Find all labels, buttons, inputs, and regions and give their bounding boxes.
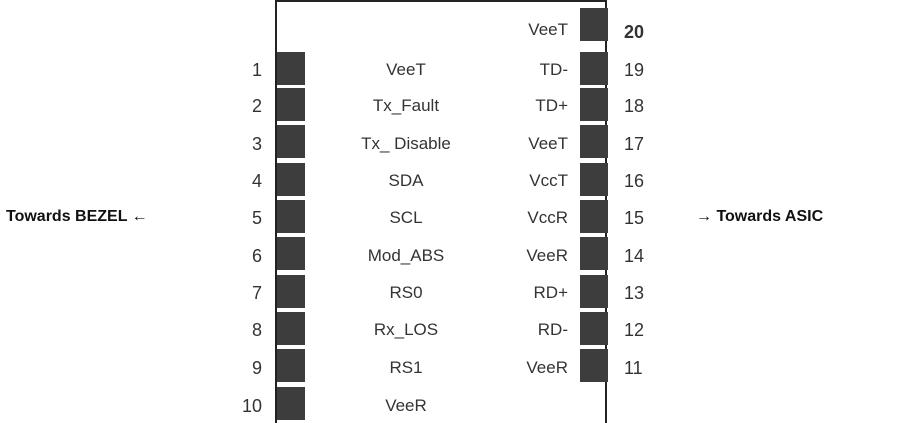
pin-number-9: 9	[251, 358, 262, 378]
pin-pad-6	[277, 237, 305, 270]
pin-signal-1: VeeT	[386, 60, 426, 79]
pin-number-6: 6	[251, 246, 262, 266]
pin-number-18: 18	[624, 96, 645, 116]
pin-pad-17	[580, 125, 608, 158]
pin-number-14: 14	[624, 246, 645, 266]
pin-pad-2	[277, 88, 305, 121]
pin-pad-10	[277, 387, 305, 420]
pin-pad-7	[277, 275, 305, 308]
pin-pad-8	[277, 312, 305, 345]
pin-signal-3: Tx_ Disable	[361, 134, 451, 153]
pin-number-19: 19	[624, 60, 645, 80]
pin-pad-11	[580, 349, 608, 382]
pin-signal-14: VeeR	[526, 246, 568, 265]
pin-number-17: 17	[624, 134, 645, 154]
pin-pad-12	[580, 312, 608, 345]
pin-pad-13	[580, 275, 608, 308]
pin-signal-4: SDA	[388, 171, 424, 190]
pin-pad-16	[580, 163, 608, 196]
pin-signal-2: Tx_Fault	[372, 96, 440, 115]
pin-number-2: 2	[251, 96, 262, 116]
pin-number-1: 1	[251, 60, 262, 80]
pin-signal-19: TD-	[539, 60, 568, 79]
pin-number-15: 15	[624, 208, 645, 228]
pin-signal-17: VeeT	[528, 134, 568, 153]
pin-number-20: 20	[624, 22, 645, 42]
pin-number-4: 4	[251, 171, 262, 191]
pin-signal-6: Mod_ABS	[367, 246, 445, 265]
pin-number-11: 11	[624, 358, 643, 378]
pin-signal-15: VccR	[527, 208, 568, 227]
pin-signal-11: VeeR	[526, 358, 568, 377]
pin-number-13: 13	[624, 283, 645, 303]
pin-pad-14	[580, 237, 608, 270]
pin-pad-20	[580, 8, 608, 41]
pin-pad-9	[277, 349, 305, 382]
pin-pad-18	[580, 88, 608, 121]
pin-number-5: 5	[251, 208, 262, 228]
pin-pad-15	[580, 200, 608, 233]
pin-pad-4	[277, 163, 305, 196]
pin-signal-13: RD+	[533, 283, 568, 302]
pin-pad-3	[277, 125, 305, 158]
pin-pad-19	[580, 52, 608, 85]
pin-signal-18: TD+	[535, 96, 568, 115]
pin-signal-9: RS1	[389, 358, 423, 377]
pin-signal-10: VeeR	[385, 396, 427, 415]
pin-number-16: 16	[624, 171, 645, 191]
pin-signal-8: Rx_LOS	[373, 320, 439, 339]
pin-signal-7: RS0	[389, 283, 423, 302]
towards-asic-label: → Towards ASIC	[696, 208, 824, 225]
pin-number-3: 3	[251, 134, 262, 154]
pin-number-10: 10	[241, 396, 262, 416]
towards-bezel-label: Towards BEZEL ←	[6, 208, 148, 225]
pin-signal-12: RD-	[537, 320, 568, 339]
pin-signal-16: VccT	[529, 171, 568, 190]
pin-signal-5: SCL	[389, 208, 423, 227]
pin-number-7: 7	[251, 283, 262, 303]
pin-pad-1	[277, 52, 305, 85]
pin-number-8: 8	[251, 320, 262, 340]
pin-pad-5	[277, 200, 305, 233]
pin-signal-20: VeeT	[528, 20, 568, 39]
pin-number-12: 12	[624, 320, 645, 340]
